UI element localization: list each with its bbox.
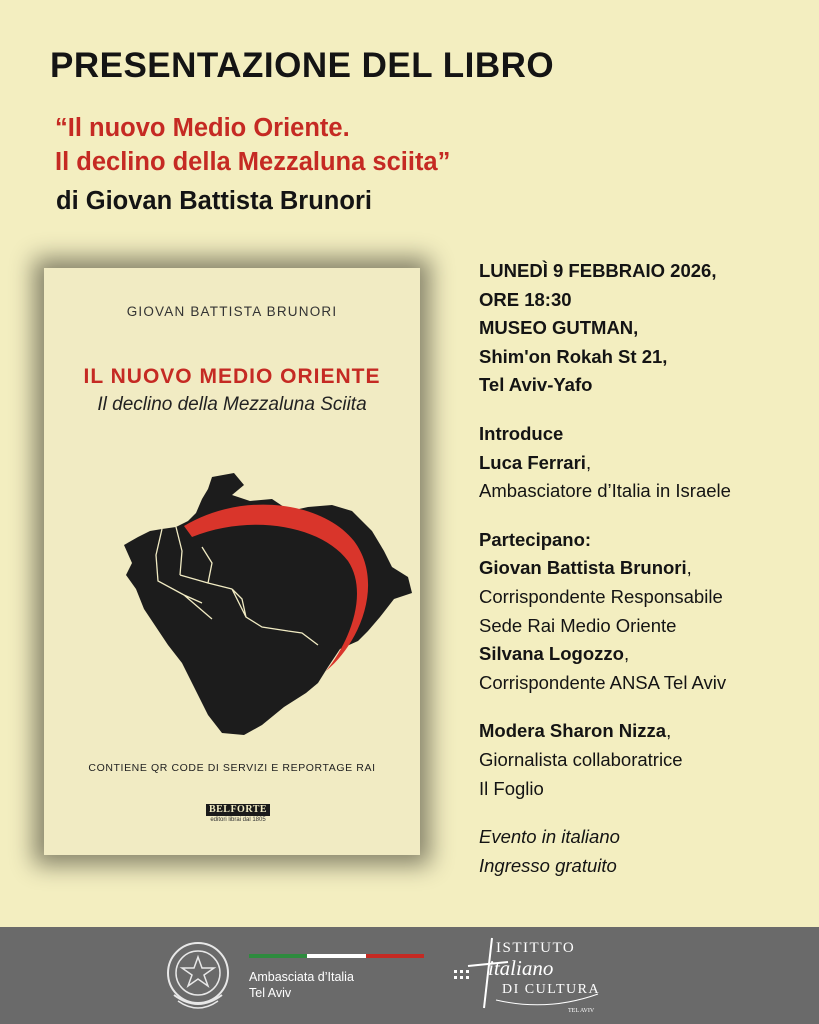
- iic-line-2: italiano: [488, 956, 554, 980]
- language-note: Evento in italiano: [479, 826, 620, 848]
- participant-2-name: Silvana Logozzo: [479, 643, 624, 665]
- embassy-line-2: Tel Aviv: [249, 986, 292, 1000]
- event-date: LUNEDÌ 9 FEBBRAIO 2026,: [479, 260, 717, 281]
- event-details: [479, 257, 809, 400]
- book-cover-title: IL NUOVO MEDIO ORIENTE: [83, 365, 381, 388]
- subtitle-line-2: Il declino della Mezzaluna sciita”: [55, 148, 451, 176]
- moderator-role-1: Giornalista collaboratrice: [479, 748, 683, 770]
- moderator-section: Modera Sharon Nizza, Giornalista collaboratrice Il Foglio: [479, 717, 809, 803]
- page-title: PRESENTAZIONE DEL LIBRO: [50, 46, 555, 85]
- book-subtitle-heading: [55, 111, 450, 179]
- intro-name: Luca Ferrari: [479, 451, 586, 473]
- event-time: ORE 18:30: [479, 288, 572, 310]
- participant-1-name: Giovan Battista Brunori: [479, 557, 687, 579]
- iic-line-1: ISTITUTO: [496, 940, 576, 956]
- participant-2-role: Corrispondente ANSA Tel Aviv: [479, 671, 727, 693]
- moderator-name: Modera Sharon Nizza: [479, 720, 667, 742]
- book-cover: [44, 268, 420, 855]
- subtitle-line-1: “Il nuovo Medio Oriente.: [55, 114, 350, 142]
- publisher-logo: BELFORTE: [206, 804, 270, 816]
- flag-green: [249, 954, 307, 958]
- flag-stripe: [249, 954, 424, 958]
- event-address-2: Tel Aviv-Yafo: [479, 374, 593, 396]
- flag-white: [307, 954, 365, 958]
- intro-label: Introduce: [479, 422, 564, 444]
- event-address-1: Shim'on Rokah St 21,: [479, 345, 668, 367]
- middle-east-map-icon: [122, 471, 414, 741]
- flag-red: [366, 954, 424, 958]
- event-venue: MUSEO GUTMAN,: [479, 317, 639, 339]
- event-info: [479, 257, 809, 900]
- iic-line-3: DI CULTURA: [502, 982, 601, 997]
- embassy-name: [249, 969, 354, 1001]
- moderator-role-2: Il Foglio: [479, 777, 544, 799]
- participants-section: Partecipano: Giovan Battista Brunori, Corrispondente Responsabile Sede Rai Medio Oriente Silvana Logozzo, Corrispondente ANSA Tel Aviv: [479, 526, 809, 698]
- author-line: di Giovan Battista Brunori: [56, 187, 372, 215]
- event-notes: [479, 823, 809, 880]
- republic-emblem-icon: [162, 935, 234, 1015]
- embassy-line-1: Ambasciata d’Italia: [249, 970, 354, 984]
- footer: [0, 927, 819, 1024]
- publisher-tagline: editori librai dal 1805: [210, 817, 266, 823]
- book-cover-note: CONTIENE QR CODE DI SERVIZI E REPORTAGE RAI: [88, 762, 376, 774]
- iic-logo: [448, 932, 608, 1018]
- intro-section: Introduce Luca Ferrari, Ambasciatore d’Italia in Israele: [479, 420, 809, 506]
- iic-line-4: TEL AVIV: [568, 1008, 595, 1014]
- participants-label: Partecipano:: [479, 528, 592, 550]
- participant-1-role-1: Corrispondente Responsabile: [479, 585, 723, 607]
- book-cover-author: GIOVAN BATTISTA BRUNORI: [126, 304, 338, 319]
- book-cover-subtitle: Il declino della Mezzaluna Sciita: [97, 394, 367, 415]
- participant-1-role-2: Sede Rai Medio Oriente: [479, 614, 677, 636]
- intro-role: Ambasciatore d’Italia in Israele: [479, 480, 731, 502]
- entry-note: Ingresso gratuito: [479, 854, 617, 876]
